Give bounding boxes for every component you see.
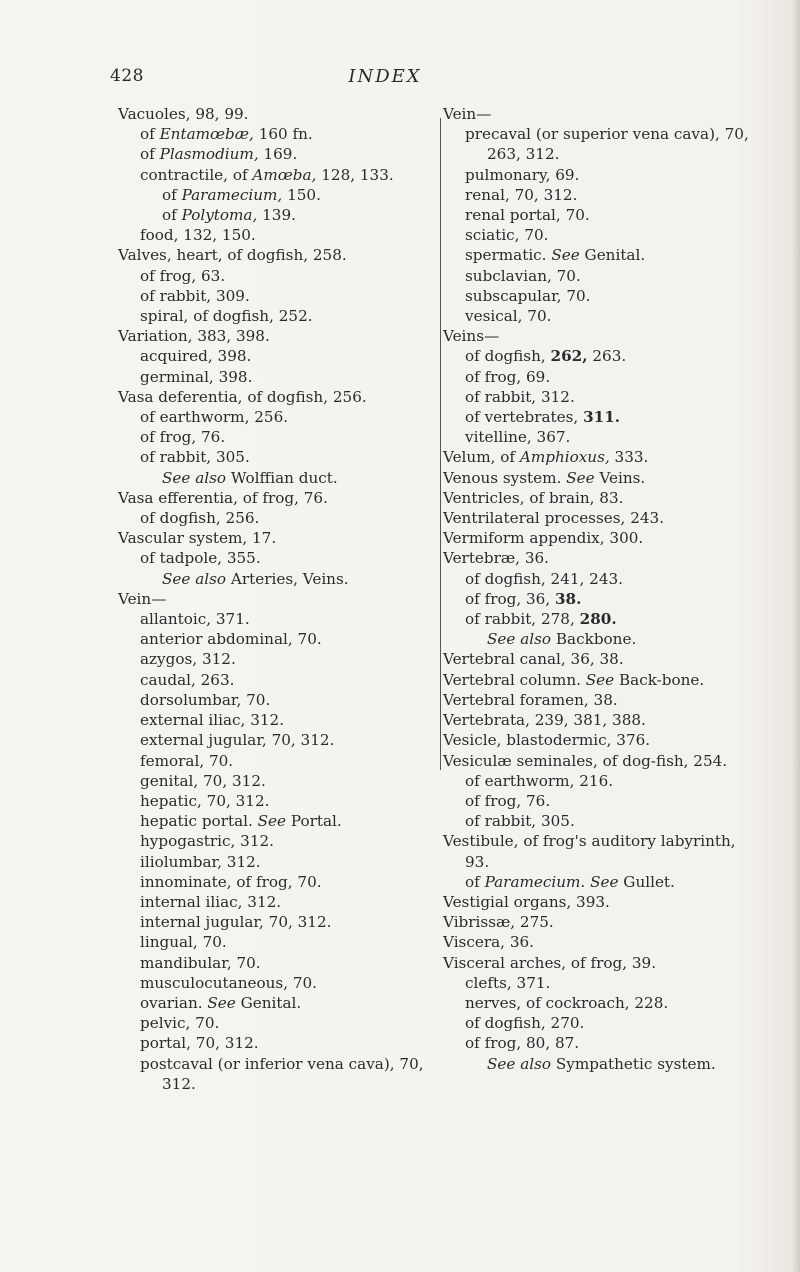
index-entry-fragment: of	[162, 185, 182, 204]
index-entry-fragment: of frog, 36,	[465, 589, 555, 608]
index-entry-text: of frog, 69.	[465, 367, 551, 386]
index-entry	[443, 245, 763, 265]
index-entry-text: of frog, 80, 87.	[465, 1034, 580, 1053]
index-entry-text: Vascular system, 17.	[118, 529, 277, 548]
index-entry-text: postcaval (or inferior vena cava), 70, 312.	[140, 1054, 424, 1093]
index-entry-fragment: 128, 133.	[316, 165, 394, 184]
index-entry-text: of rabbit, 312.	[465, 387, 575, 406]
index-entry	[118, 791, 440, 811]
index-entry-fragment: See	[257, 812, 287, 831]
index-entry-text: Veins—	[443, 327, 500, 346]
index-entry	[118, 447, 440, 467]
index-entry-text: nerves, of cockroach, 228.	[465, 993, 669, 1012]
index-entry-text: dorsolumbar, 70.	[140, 690, 271, 709]
index-entry-text: lingual, 70.	[140, 933, 227, 952]
index-entry-text: vesical, 70.	[465, 307, 552, 326]
index-entry-text: Vasa deferentia, of dogfish, 256.	[118, 387, 367, 406]
index-entry	[118, 266, 440, 286]
index-entry-text: of dogfish, 256.	[140, 509, 260, 528]
index-entry-text: precaval (or superior vena cava), 70, 263, 312.	[465, 125, 749, 164]
index-entry	[443, 629, 763, 649]
index-entry-fragment: Back-bone.	[614, 670, 705, 689]
index-entry	[118, 488, 440, 508]
index-entry-text: pulmonary, 69.	[465, 165, 580, 184]
index-entry	[118, 872, 440, 892]
index-entry-text: of tadpole, 355.	[140, 549, 261, 568]
index-entry-fragment: 262,	[550, 347, 588, 366]
index-entry	[443, 286, 763, 306]
index-entry-text: portal, 70, 312.	[140, 1034, 259, 1053]
index-entry-text: hypogastric, 312.	[140, 832, 274, 851]
index-entry	[443, 266, 763, 286]
index-entry	[118, 892, 440, 912]
index-entry	[443, 771, 763, 791]
index-entry-fragment: See also	[162, 569, 227, 588]
index-entry-fragment: Paramecium,	[181, 185, 283, 204]
index-entry	[118, 225, 440, 245]
running-head: INDEX	[348, 66, 422, 87]
index-entry-fragment: Polytoma,	[181, 206, 258, 225]
index-entry	[118, 852, 440, 872]
index-entry	[443, 690, 763, 710]
index-entry-fragment: Gullet.	[618, 872, 675, 891]
index-entry-text: pelvic, 70.	[140, 1014, 220, 1033]
index-entry	[118, 165, 440, 185]
index-entry	[118, 932, 440, 952]
index-entry-text: internal jugular, 70, 312.	[140, 913, 332, 932]
index-entry	[118, 427, 440, 447]
index-entry	[118, 306, 440, 326]
index-entry-fragment: Sympathetic system.	[551, 1054, 716, 1073]
index-entry	[118, 205, 440, 225]
index-entry-text: internal iliac, 312.	[140, 892, 282, 911]
index-entry-text: genital, 70, 312.	[140, 771, 266, 790]
index-entry	[443, 528, 763, 548]
index-entry-text: Vesicle, blastodermic, 376.	[443, 731, 651, 750]
page-header	[110, 66, 720, 92]
index-entry	[443, 1013, 763, 1033]
index-entry-fragment: spermatic.	[465, 246, 552, 265]
index-entry-fragment: 311.	[583, 408, 621, 427]
index-entry	[443, 953, 763, 973]
index-entry-fragment: Paramecium.	[484, 872, 586, 891]
index-entry	[118, 508, 440, 528]
index-entry-fragment: Genital.	[579, 246, 646, 265]
index-entry-fragment: Genital.	[235, 993, 302, 1012]
index-entry	[443, 407, 763, 427]
index-entry	[443, 508, 763, 528]
index-entry-text: food, 132, 150.	[140, 226, 256, 245]
index-entry	[443, 811, 763, 831]
index-entry-fragment: Entamœbæ,	[159, 125, 254, 144]
index-entry	[118, 609, 440, 629]
index-entry	[443, 710, 763, 730]
index-entry-fragment: hepatic portal.	[140, 812, 258, 831]
index-entry	[443, 670, 763, 690]
index-entry	[443, 367, 763, 387]
index-entry	[443, 346, 763, 366]
index-entry-text: acquired, 398.	[140, 347, 252, 366]
index-entry-fragment: 139.	[257, 206, 296, 225]
index-entry	[443, 185, 763, 205]
index-entry-text: hepatic, 70, 312.	[140, 791, 270, 810]
index-entry-fragment: Amœba,	[252, 165, 317, 184]
index-entry-text: Vibrissæ, 275.	[443, 913, 554, 932]
index-entry	[118, 993, 440, 1013]
index-entry-fragment: Velum, of	[443, 448, 520, 467]
index-entry-text: clefts, 371.	[465, 973, 551, 992]
index-entry	[443, 730, 763, 750]
index-entry-text: of earthworm, 216.	[465, 771, 614, 790]
index-entry	[443, 932, 763, 952]
index-entry-text: iliolumbar, 312.	[140, 852, 261, 871]
index-entry-fragment: of rabbit, 278,	[465, 610, 580, 629]
index-entry	[443, 124, 763, 164]
index-entry-fragment: See	[551, 246, 580, 265]
index-entry-fragment: of	[162, 206, 182, 225]
index-entry	[118, 589, 440, 609]
page-number: 428	[110, 66, 144, 86]
index-entry	[443, 609, 763, 629]
index-entry-text: anterior abdominal, 70.	[140, 630, 322, 649]
index-entry-text: of rabbit, 305.	[465, 812, 575, 831]
index-entry	[443, 569, 763, 589]
index-entry	[443, 306, 763, 326]
index-entry-text: renal, 70, 312.	[465, 185, 578, 204]
index-entry-text: allantoic, 371.	[140, 610, 250, 629]
index-entry-fragment: 38.	[554, 589, 582, 608]
index-entry	[443, 104, 763, 124]
index-entry-fragment: of	[140, 125, 160, 144]
index-entry	[118, 1033, 440, 1053]
index-entry-text: musculocutaneous, 70.	[140, 973, 318, 992]
index-entry-text: Vestibule, of frog's auditory labyrinth, 93.	[443, 832, 736, 871]
index-entry-fragment: 160 fn.	[253, 125, 313, 144]
index-entry	[118, 751, 440, 771]
index-entry	[443, 912, 763, 932]
index-entry-text: of rabbit, 305.	[140, 448, 250, 467]
index-entry-text: caudal, 263.	[140, 670, 235, 689]
index-entry-text: Vestigial organs, 393.	[443, 892, 610, 911]
index-entry-fragment: See	[585, 670, 615, 689]
index-entry	[443, 831, 763, 871]
index-entry-text: Valves, heart, of dogfish, 258.	[118, 246, 347, 265]
index-entry-fragment: Portal.	[286, 812, 342, 831]
index-entry-text: Vertebral foramen, 38.	[443, 690, 618, 709]
index-entry-fragment: 280.	[579, 610, 617, 629]
index-entry	[443, 751, 763, 771]
index-entry-text: Variation, 383, 398.	[118, 327, 270, 346]
index-entry	[118, 629, 440, 649]
index-entry-text: external jugular, 70, 312.	[140, 731, 335, 750]
index-entry-text: of rabbit, 309.	[140, 286, 250, 305]
index-entry	[118, 811, 440, 831]
index-entry	[443, 427, 763, 447]
index-entry-fragment: See also	[487, 1054, 552, 1073]
index-entry	[118, 407, 440, 427]
index-entry-text: azygos, 312.	[140, 650, 236, 669]
index-entry-text: spiral, of dogfish, 252.	[140, 307, 313, 326]
index-entry-fragment: of	[140, 145, 160, 164]
index-entry-text: Vasa efferentia, of frog, 76.	[118, 488, 328, 507]
index-entry-text: external iliac, 312.	[140, 711, 285, 730]
index-entry-fragment: 333.	[609, 448, 649, 467]
index-entry-text: innominate, of frog, 70.	[140, 872, 322, 891]
index-entry	[118, 548, 440, 568]
index-entry-text: Vertebral canal, 36, 38.	[443, 650, 624, 669]
index-entry-text: Vacuoles, 98, 99.	[118, 105, 249, 123]
index-entry	[118, 245, 440, 265]
index-entry-text: Visceral arches, of frog, 39.	[443, 953, 657, 972]
index-entry-text: of dogfish, 241, 243.	[465, 569, 624, 588]
index-entry-text: Vein—	[443, 105, 492, 123]
index-entry-text: germinal, 398.	[140, 367, 253, 386]
index-entry-fragment: of	[465, 872, 485, 891]
index-entry	[443, 447, 763, 467]
index-entry	[118, 973, 440, 993]
index-entry	[443, 973, 763, 993]
index-entry-text: renal portal, 70.	[465, 206, 590, 225]
index-entry-text: of frog, 76.	[140, 428, 226, 447]
index-entry	[118, 953, 440, 973]
index-entry	[443, 649, 763, 669]
index-entry-fragment: Backbone.	[551, 630, 637, 649]
index-entry-text: of earthworm, 256.	[140, 408, 289, 427]
index-entry-fragment: Plasmodium,	[159, 145, 259, 164]
index-entry	[118, 1013, 440, 1033]
index-entry	[443, 488, 763, 508]
index-entry	[118, 387, 440, 407]
index-entry	[118, 1054, 440, 1094]
index-entry-fragment: Veins.	[594, 468, 646, 487]
index-entry-fragment: Venous system.	[443, 468, 567, 487]
index-entry	[118, 144, 440, 164]
index-entry	[118, 710, 440, 730]
index-entry	[118, 649, 440, 669]
index-entry-fragment: See	[207, 993, 236, 1012]
index-entry	[443, 225, 763, 245]
page-edge-shadow	[792, 0, 800, 1272]
index-entry	[443, 1054, 763, 1074]
index-entry	[118, 104, 440, 124]
index-entry-fragment: contractile, of	[140, 165, 253, 184]
index-entry	[443, 1033, 763, 1053]
index-entry-fragment: Wolffian duct.	[226, 468, 338, 487]
index-entry-text: vitelline, 367.	[465, 428, 571, 447]
index-entry	[118, 346, 440, 366]
index-entry-fragment: of dogfish,	[465, 347, 551, 366]
index-entry-text: of frog, 76.	[465, 791, 551, 810]
index-entry	[443, 872, 763, 892]
index-entry	[118, 912, 440, 932]
index-entry	[118, 730, 440, 750]
index-entry-text: of dogfish, 270.	[465, 1014, 585, 1033]
column-divider	[440, 118, 441, 770]
index-entry	[443, 548, 763, 568]
index-entry	[443, 993, 763, 1013]
index-entry	[118, 528, 440, 548]
index-entry	[118, 771, 440, 791]
index-entry-text: Ventricles, of brain, 83.	[443, 488, 624, 507]
index-entry	[443, 205, 763, 225]
index-column-left	[118, 104, 440, 1094]
index-entry	[118, 690, 440, 710]
index-entry-text: Vermiform appendix, 300.	[443, 529, 644, 548]
index-entry-text: mandibular, 70.	[140, 953, 261, 972]
index-entry-fragment: See	[566, 468, 595, 487]
index-entry-text: Vertebræ, 36.	[443, 549, 549, 568]
index-entry	[118, 468, 440, 488]
index-entry	[443, 892, 763, 912]
index-entry-fragment: of vertebrates,	[465, 408, 584, 427]
index-entry-fragment: See also	[162, 468, 227, 487]
index-entry	[443, 387, 763, 407]
index-entry	[118, 831, 440, 851]
index-entry-fragment: Vertebral column.	[443, 670, 586, 689]
index-entry-fragment: 169.	[258, 145, 298, 164]
index-entry-fragment: Amphioxus,	[519, 448, 610, 467]
index-entry-fragment: ovarian.	[140, 993, 208, 1012]
index-entry-text: sciatic, 70.	[465, 226, 549, 245]
index-entry	[118, 367, 440, 387]
index-entry-text: Vein—	[118, 589, 167, 608]
index-entry-fragment: 150.	[282, 185, 321, 204]
index-entry-text: Vertebrata, 239, 381, 388.	[443, 711, 646, 730]
index-entry-fragment: 263.	[587, 347, 627, 366]
index-entry	[118, 326, 440, 346]
index-entry	[118, 286, 440, 306]
index-entry	[443, 589, 763, 609]
index-entry-fragment: See	[590, 872, 619, 891]
index-entry-text: subclavian, 70.	[465, 266, 581, 285]
index-entry	[443, 468, 763, 488]
index-entry	[118, 185, 440, 205]
index-entry	[443, 791, 763, 811]
index-column-right	[443, 104, 763, 1074]
index-entry-text: Vesiculæ seminales, of dog-fish, 254.	[443, 751, 728, 770]
index-entry	[118, 124, 440, 144]
index-entry	[118, 670, 440, 690]
index-entry	[443, 326, 763, 346]
index-entry-text: femoral, 70.	[140, 751, 234, 770]
index-entry-fragment: See also	[487, 630, 552, 649]
index-entry-text: Viscera, 36.	[443, 933, 534, 952]
index-entry	[443, 165, 763, 185]
index-entry	[118, 569, 440, 589]
index-entry-text: subscapular, 70.	[465, 286, 591, 305]
index-entry-text: of frog, 63.	[140, 266, 226, 285]
index-entry-fragment: Arteries, Veins.	[226, 569, 349, 588]
index-entry-text: Ventrilateral processes, 243.	[443, 509, 665, 528]
